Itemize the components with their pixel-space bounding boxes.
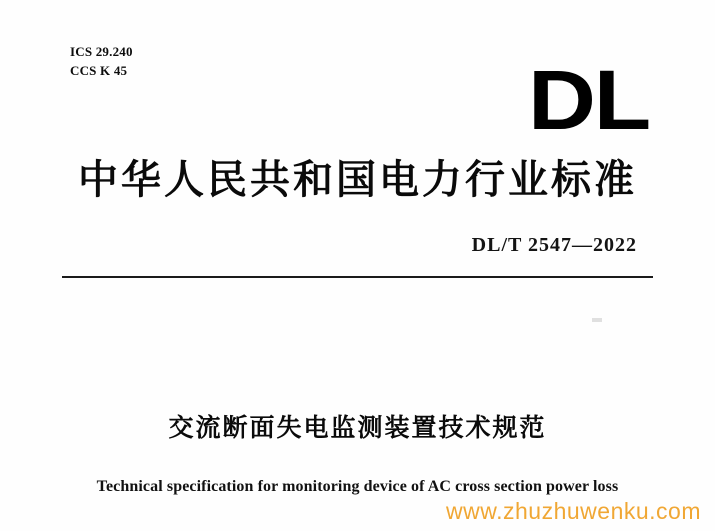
- scan-artifact: [592, 318, 602, 322]
- header-divider: [62, 276, 653, 278]
- dl-logo: DL: [528, 53, 649, 147]
- standard-body-title: 中华人民共和国电力行业标准: [78, 157, 637, 203]
- document-title-en: Technical specification for monitoring device of AC cross section power loss: [96, 478, 619, 495]
- ics-code: ICS 29.240: [70, 44, 133, 59]
- document-title-cn: 交流断面失电监测装置技术规范: [168, 413, 547, 442]
- ccs-code: CCS K 45: [70, 63, 128, 78]
- standard-number: DL/T 2547—2022: [471, 234, 637, 256]
- classification-block: [70, 42, 133, 80]
- watermark-text: www.zhuzhuwenku.com: [446, 498, 701, 524]
